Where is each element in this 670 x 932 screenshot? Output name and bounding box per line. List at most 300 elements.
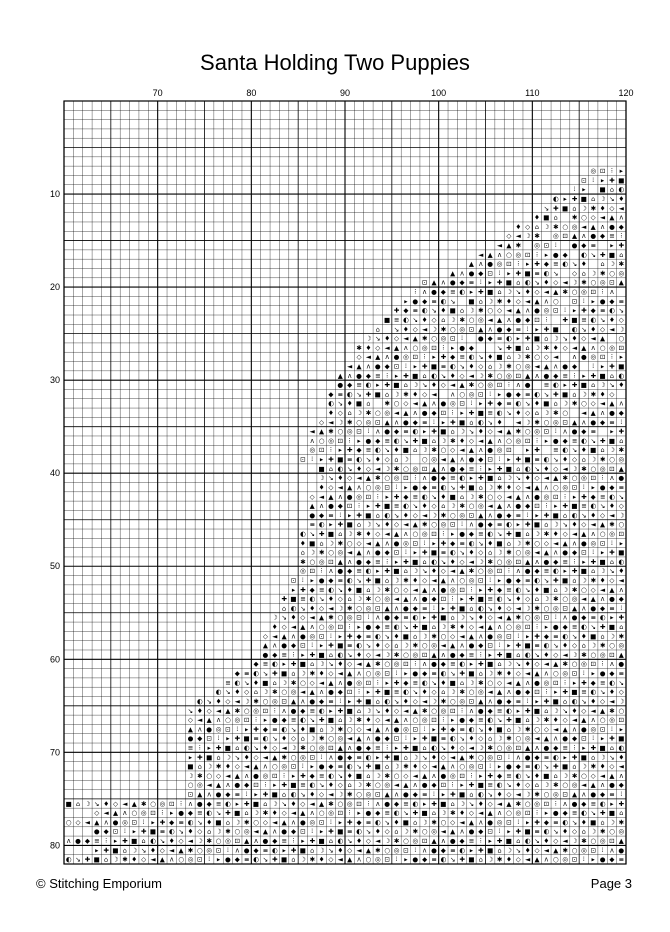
stitch-symbol: ◇: [534, 660, 540, 669]
stitch-symbol: ♦: [449, 557, 456, 566]
stitch-symbol: ■: [412, 371, 419, 380]
stitch-symbol: ●: [496, 697, 503, 706]
stitch-symbol: ○: [393, 771, 400, 780]
stitch-symbol: ▲: [571, 418, 578, 427]
stitch-symbol: ■: [280, 855, 288, 864]
stitch-symbol: ●: [384, 799, 391, 808]
stitch-symbol: ⁝: [610, 725, 614, 734]
stitch-symbol: ○: [328, 734, 334, 743]
stitch-symbol: ʌ: [244, 771, 249, 780]
stitch-symbol: ■: [430, 362, 438, 371]
stitch-symbol: ʌ: [581, 604, 586, 613]
stitch-symbol: ◐: [562, 818, 568, 827]
stitch-symbol: ■: [355, 585, 363, 594]
stitch-symbol: ○: [449, 511, 456, 520]
stitch-symbol: ▲: [590, 222, 596, 231]
stitch-symbol: ◆: [384, 734, 390, 743]
stitch-symbol: ▸: [488, 837, 492, 846]
stitch-symbol: ✚: [581, 678, 587, 687]
stitch-symbol: ☽: [580, 762, 587, 771]
stitch-symbol: ↘: [440, 371, 447, 380]
stitch-symbol: ≡: [243, 669, 250, 678]
stitch-symbol: ⌂: [525, 716, 530, 725]
stitch-symbol: ◎: [506, 557, 512, 566]
stitch-symbol: ▸: [619, 539, 623, 548]
stitch-symbol: ♦: [505, 297, 512, 306]
stitch-symbol: ◄: [347, 362, 353, 371]
column-label: 120: [618, 88, 634, 98]
stitch-symbol: ◄: [609, 511, 615, 520]
stitch-symbol: ☽: [618, 325, 625, 334]
stitch-symbol: ◎: [431, 641, 437, 650]
stitch-symbol: ♦: [281, 734, 288, 743]
stitch-symbol: ◆: [234, 855, 240, 864]
stitch-symbol: ⁝: [535, 809, 539, 818]
stitch-symbol: ⌂: [534, 595, 540, 604]
stitch-symbol: ■: [440, 613, 447, 622]
stitch-symbol: ▸: [544, 809, 549, 818]
stitch-symbol: ◎: [552, 604, 559, 613]
stitch-symbol: ■: [309, 725, 316, 734]
stitch-symbol: ≡: [478, 716, 484, 725]
stitch-symbol: ◐: [543, 269, 550, 278]
stitch-symbol: ●: [599, 483, 606, 492]
stitch-symbol: ●: [468, 641, 475, 650]
stitch-symbol: ▲: [403, 595, 409, 604]
stitch-symbol: ✚: [506, 343, 512, 352]
stitch-symbol: ○: [393, 585, 400, 594]
stitch-symbol: ○: [365, 855, 372, 864]
stitch-symbol: ♦: [571, 520, 578, 529]
stitch-symbol: ☽: [290, 743, 297, 752]
stitch-symbol: ○: [449, 325, 456, 334]
stitch-symbol: ■: [206, 753, 213, 762]
stitch-symbol: ■: [590, 818, 597, 827]
stitch-symbol: ■: [449, 492, 456, 501]
stitch-symbol: ↘: [178, 827, 184, 836]
stitch-symbol: ●: [599, 669, 606, 678]
stitch-symbol: ◐: [618, 743, 625, 752]
stitch-symbol: ▲: [618, 837, 624, 846]
stitch-symbol: ≡: [506, 585, 512, 594]
stitch-symbol: ▸: [376, 753, 380, 762]
stitch-symbol: ◇: [590, 213, 596, 222]
stitch-symbol: ▲: [300, 623, 306, 632]
stitch-symbol: ⊡: [459, 585, 465, 594]
stitch-symbol: ☽: [206, 762, 213, 771]
stitch-symbol: ✚: [346, 632, 353, 641]
stitch-symbol: ◎: [496, 818, 503, 827]
stitch-symbol: ʌ: [432, 771, 436, 780]
stitch-symbol: ⁝: [348, 623, 351, 632]
stitch-symbol: ⌂: [441, 315, 446, 324]
stitch-symbol: ◇: [450, 632, 456, 641]
stitch-symbol: ▸: [591, 669, 595, 678]
stitch-symbol: ⊡: [412, 353, 419, 362]
stitch-symbol: ▲: [600, 520, 606, 529]
stitch-symbol: ◎: [328, 623, 334, 632]
stitch-symbol: ▸: [497, 762, 502, 771]
stitch-symbol: ●: [506, 390, 512, 399]
stitch-symbol: ♦: [580, 818, 587, 827]
stitch-symbol: ⌂: [366, 585, 371, 594]
stitch-symbol: ●: [590, 790, 597, 799]
stitch-symbol: ◇: [356, 539, 362, 548]
stitch-symbol: ☽: [337, 604, 344, 613]
stitch-symbol: ʌ: [291, 632, 296, 641]
stitch-symbol: ♦: [580, 632, 587, 641]
stitch-symbol: ʌ: [263, 762, 268, 771]
stitch-symbol: ⊡: [384, 669, 390, 678]
stitch-symbol: ✱: [356, 343, 362, 352]
stitch-symbol: ʌ: [403, 529, 408, 538]
stitch-symbol: ≡: [571, 623, 578, 632]
stitch-symbol: ⊡: [459, 771, 465, 780]
stitch-symbol: ◐: [374, 632, 381, 641]
stitch-symbol: ≡: [571, 809, 578, 818]
stitch-symbol: ◐: [356, 827, 362, 836]
stitch-symbol: ⊡: [365, 492, 372, 501]
stitch-symbol: ʌ: [450, 762, 455, 771]
stitch-symbol: ♦: [496, 790, 503, 799]
stitch-symbol: ◇: [328, 855, 334, 864]
stitch-symbol: ☽: [84, 799, 91, 808]
stitch-symbol: ◎: [346, 427, 353, 436]
stitch-symbol: ■: [487, 474, 494, 483]
stitch-symbol: ♦: [187, 827, 194, 836]
stitch-symbol: ʌ: [619, 771, 624, 780]
stitch-symbol: ⊡: [431, 716, 437, 725]
stitch-symbol: ◆: [487, 706, 493, 715]
stitch-symbol: ○: [468, 315, 475, 324]
stitch-symbol: ◆: [590, 678, 596, 687]
stitch-symbol: ⁝: [348, 809, 351, 818]
stitch-symbol: ≡: [412, 306, 419, 315]
stitch-symbol: ◆: [253, 846, 259, 855]
row-label: 60: [49, 654, 60, 665]
stitch-symbol: ◎: [403, 539, 409, 548]
stitch-symbol: ◆: [272, 650, 278, 659]
stitch-symbol: ◐: [440, 669, 447, 678]
stitch-symbol: ≡: [440, 734, 447, 743]
stitch-symbol: ▸: [600, 362, 605, 371]
stitch-symbol: ▲: [478, 511, 484, 520]
stitch-symbol: ■: [599, 185, 606, 194]
stitch-symbol: ◇: [356, 725, 362, 734]
stitch-symbol: ▲: [553, 846, 559, 855]
stitch-symbol: ▸: [404, 297, 408, 306]
stitch-symbol: ○: [580, 771, 587, 780]
stitch-symbol: ≡: [552, 632, 559, 641]
stitch-symbol: ○: [580, 585, 587, 594]
stitch-symbol: ●: [590, 232, 597, 241]
stitch-symbol: ○: [609, 641, 615, 650]
stitch-symbol: ⁝: [545, 315, 548, 324]
stitch-symbol: ○: [309, 557, 316, 566]
stitch-symbol: ☽: [534, 343, 540, 352]
stitch-symbol: ◄: [450, 567, 456, 576]
stitch-symbol: ●: [487, 818, 494, 827]
stitch-symbol: ●: [552, 436, 559, 445]
stitch-symbol: ↘: [449, 669, 456, 678]
stitch-symbol: ◐: [506, 334, 512, 343]
stitch-symbol: ✚: [515, 827, 522, 836]
stitch-symbol: ◐: [309, 595, 316, 604]
stitch-symbol: ⁝: [610, 353, 614, 362]
stitch-symbol: ☽: [234, 818, 241, 827]
stitch-symbol: ⌂: [506, 539, 512, 548]
stitch-symbol: ◎: [599, 650, 606, 659]
stitch-symbol: ⌂: [534, 781, 540, 790]
stitch-symbol: ◆: [365, 743, 371, 752]
stitch-symbol: ●: [328, 688, 334, 697]
column-label: 80: [246, 88, 257, 98]
stitch-symbol: ▸: [338, 818, 342, 827]
stitch-symbol: ◐: [599, 799, 606, 808]
stitch-symbol: ✚: [496, 464, 503, 473]
stitch-symbol: ☽: [543, 781, 550, 790]
stitch-symbol: ●: [384, 613, 391, 622]
stitch-symbol: ▸: [451, 343, 455, 352]
stitch-symbol: ◇: [375, 343, 381, 352]
stitch-symbol: ■: [524, 641, 531, 650]
stitch-symbol: ⌂: [75, 799, 81, 808]
stitch-symbol: ○: [618, 334, 625, 343]
stitch-symbol: ↘: [94, 799, 100, 808]
stitch-symbol: ⌂: [244, 809, 249, 818]
stitch-symbol: ☽: [421, 446, 428, 455]
stitch-symbol: ⌂: [235, 743, 240, 752]
stitch-symbol: ♦: [468, 734, 475, 743]
stitch-symbol: ●: [393, 539, 400, 548]
stitch-symbol: ◄: [412, 399, 418, 408]
stitch-symbol: ○: [477, 753, 484, 762]
stitch-symbol: ♦: [534, 585, 540, 594]
stitch-symbol: ◄: [553, 725, 559, 734]
stitch-symbol: ●: [449, 837, 456, 846]
stitch-symbol: ⌂: [366, 399, 371, 408]
stitch-symbol: ☽: [431, 697, 437, 706]
stitch-symbol: ♦: [365, 343, 372, 352]
stitch-symbol: ⌂: [591, 381, 596, 390]
stitch-symbol: ○: [524, 613, 531, 622]
stitch-symbol: ▸: [226, 734, 230, 743]
stitch-symbol: ▲: [300, 809, 306, 818]
stitch-symbol: ☽: [552, 334, 559, 343]
stitch-symbol: ♦: [412, 576, 419, 585]
stitch-symbol: ◎: [393, 846, 400, 855]
stitch-symbol: ✚: [356, 511, 362, 520]
stitch-symbol: ✱: [262, 809, 269, 818]
stitch-symbol: ⁝: [573, 371, 576, 380]
stitch-symbol: ⌂: [450, 427, 455, 436]
stitch-symbol: ◄: [450, 753, 456, 762]
stitch-symbol: ✱: [300, 557, 306, 566]
stitch-symbol: ▲: [525, 557, 531, 566]
stitch-symbol: ◄: [393, 409, 400, 418]
stitch-symbol: ◇: [393, 520, 400, 529]
stitch-symbol: ▸: [525, 632, 530, 641]
stitch-symbol: ◐: [206, 809, 213, 818]
stitch-symbol: ○: [356, 418, 362, 427]
stitch-symbol: ✚: [618, 427, 625, 436]
stitch-symbol: ■: [608, 809, 616, 818]
stitch-symbol: ⁝: [498, 827, 501, 836]
stitch-symbol: ⁝: [432, 604, 436, 613]
stitch-symbol: ʌ: [422, 474, 427, 483]
stitch-symbol: ●: [299, 632, 306, 641]
stitch-symbol: ◇: [487, 613, 493, 622]
stitch-symbol: ▲: [393, 343, 400, 352]
stitch-symbol: ✚: [515, 269, 522, 278]
stitch-symbol: ⌂: [422, 371, 427, 380]
stitch-symbol: ◄: [187, 837, 193, 846]
stitch-symbol: ○: [299, 678, 306, 687]
stitch-symbol: ♦: [505, 855, 512, 864]
stitch-symbol: ⊡: [328, 743, 334, 752]
stitch-symbol: ✱: [581, 650, 587, 659]
stitch-symbol: ☽: [449, 315, 456, 324]
stitch-symbol: ▸: [216, 855, 221, 864]
stitch-symbol: ↘: [393, 697, 400, 706]
stitch-symbol: ⌂: [338, 529, 343, 538]
stitch-symbol: ◐: [356, 455, 362, 464]
stitch-symbol: ʌ: [544, 297, 549, 306]
stitch-symbol: ▸: [451, 529, 455, 538]
stitch-symbol: ■: [552, 511, 559, 520]
stitch-symbol: ʌ: [375, 613, 380, 622]
stitch-symbol: ✚: [562, 315, 568, 324]
stitch-symbol: ▲: [422, 585, 428, 594]
stitch-symbol: ♦: [402, 697, 409, 706]
stitch-symbol: ↘: [524, 399, 531, 408]
stitch-symbol: ◇: [506, 232, 512, 241]
stitch-symbol: ⁝: [564, 678, 567, 687]
stitch-symbol: ≡: [225, 678, 231, 687]
stitch-symbol: ʌ: [347, 557, 352, 566]
stitch-symbol: ◎: [534, 427, 540, 436]
stitch-symbol: ⌂: [300, 548, 305, 557]
stitch-symbol: ☽: [374, 771, 381, 780]
stitch-symbol: ≡: [262, 660, 269, 669]
stitch-symbol: ≡: [581, 502, 587, 511]
stitch-symbol: ☽: [580, 576, 587, 585]
stitch-symbol: ↘: [581, 325, 587, 334]
stitch-symbol: ■: [421, 809, 428, 818]
stitch-symbol: ⌂: [497, 288, 502, 297]
stitch-symbol: ●: [93, 827, 100, 836]
stitch-symbol: ≡: [449, 846, 456, 855]
stitch-symbol: ◄: [590, 520, 596, 529]
stitch-symbol: ▸: [441, 790, 446, 799]
stitch-symbol: ▸: [572, 678, 577, 687]
stitch-symbol: ▸: [544, 623, 549, 632]
stitch-symbol: ●: [599, 855, 606, 864]
stitch-symbol: ◆: [356, 632, 362, 641]
stitch-symbol: ≡: [515, 511, 522, 520]
stitch-symbol: ■: [402, 632, 410, 641]
stitch-symbol: ○: [337, 799, 344, 808]
stitch-symbol: ✚: [384, 567, 390, 576]
stitch-symbol: ⁝: [301, 576, 304, 585]
stitch-symbol: ↘: [618, 492, 625, 501]
stitch-symbol: ◐: [459, 846, 465, 855]
stitch-symbol: ▸: [441, 604, 446, 613]
stitch-symbol: ⌂: [328, 837, 334, 846]
stitch-symbol: ʌ: [497, 250, 502, 259]
stitch-symbol: ʌ: [516, 753, 521, 762]
stitch-symbol: ↘: [375, 520, 381, 529]
stitch-symbol: ◎: [365, 418, 372, 427]
stitch-symbol: ◄: [290, 809, 297, 818]
stitch-symbol: ○: [431, 706, 437, 715]
stitch-symbol: ⊡: [112, 827, 119, 836]
stitch-symbol: ○: [487, 492, 494, 501]
stitch-symbol: ✚: [496, 278, 503, 287]
stitch-symbol: ◎: [515, 250, 522, 259]
stitch-symbol: ☽: [515, 725, 522, 734]
stitch-symbol: ⁝: [414, 846, 417, 855]
stitch-symbol: ▸: [357, 809, 361, 818]
stitch-symbol: ⊡: [131, 818, 138, 827]
stitch-symbol: ⁝: [507, 753, 510, 762]
stitch-symbol: ▲: [244, 837, 250, 846]
stitch-symbol: ♦: [608, 315, 615, 324]
stitch-symbol: ʌ: [375, 427, 380, 436]
stitch-symbol: ⌂: [553, 213, 558, 222]
stitch-symbol: ↘: [496, 529, 503, 538]
stitch-symbol: ◄: [337, 669, 343, 678]
stitch-symbol: ◆: [225, 790, 231, 799]
stitch-symbol: ⁝: [367, 613, 370, 622]
stitch-symbol: ♦: [534, 213, 540, 222]
stitch-symbol: ○: [290, 753, 297, 762]
stitch-symbol: ▲: [468, 632, 474, 641]
stitch-symbol: ■: [543, 213, 550, 222]
stitch-symbol: ○: [515, 734, 522, 743]
stitch-symbol: ☽: [421, 632, 428, 641]
stitch-symbol: ◇: [525, 222, 531, 231]
stitch-symbol: ▲: [384, 418, 390, 427]
stitch-symbol: ♦: [346, 771, 353, 780]
stitch-symbol: ⁝: [461, 706, 464, 715]
stitch-symbol: ●: [356, 371, 362, 380]
stitch-symbol: ↘: [403, 436, 409, 445]
stitch-symbol: ◄: [590, 334, 596, 343]
stitch-symbol: ⁝: [320, 567, 323, 576]
stitch-symbol: ■: [496, 539, 503, 548]
stitch-symbol: ✱: [459, 688, 465, 697]
stitch-symbol: ◆: [571, 734, 578, 743]
stitch-symbol: ✚: [590, 557, 596, 566]
stitch-symbol: ◎: [140, 809, 147, 818]
stitch-symbol: ⌂: [197, 762, 202, 771]
stitch-symbol: ◐: [346, 762, 353, 771]
stitch-symbol: ◄: [384, 716, 390, 725]
stitch-symbol: ■: [384, 315, 391, 324]
stitch-symbol: ●: [299, 818, 306, 827]
stitch-symbol: ⊡: [412, 539, 419, 548]
stitch-symbol: ⁝: [348, 436, 351, 445]
stitch-symbol: ≡: [534, 641, 540, 650]
stitch-symbol: ☽: [505, 846, 512, 855]
stitch-symbol: ✱: [590, 576, 596, 585]
stitch-symbol: ◎: [384, 781, 391, 790]
stitch-symbol: ⁝: [161, 809, 164, 818]
stitch-symbol: ○: [571, 474, 578, 483]
stitch-symbol: ☽: [131, 846, 138, 855]
stitch-symbol: ▲: [571, 232, 578, 241]
